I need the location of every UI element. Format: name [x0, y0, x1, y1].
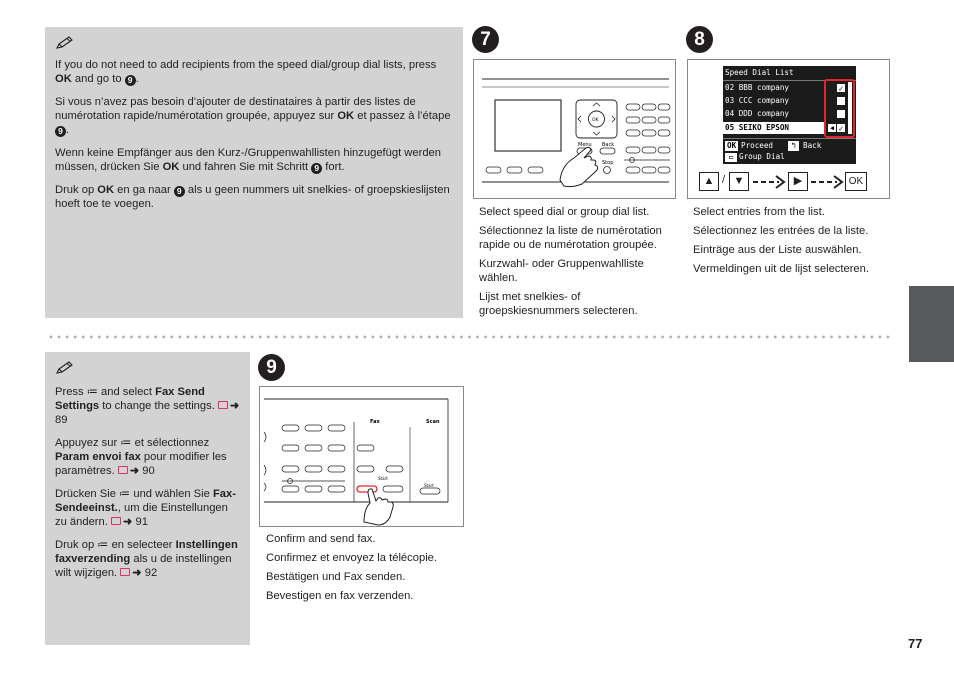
note-paragraph-fr: Appuyez sur ≔ et sélectionnez Param envoi fax pour modifier les paramètres. ➜ 90	[55, 437, 227, 477]
lcd-entry-selected[interactable]: 05 SEIKO EPSON	[723, 122, 825, 134]
manual-ref-icon	[218, 401, 228, 409]
lcd-group-label: Group Dial	[739, 152, 785, 161]
dashed-arrow-icon	[752, 174, 786, 190]
note-paragraph-de: Drücken Sie ≔ und wählen Sie Fax-Sendeeinst., um die Einstellungen zu ändern. ➜ 91	[55, 488, 236, 528]
note-box-top	[45, 27, 463, 318]
note-paragraph-en: Press ≔ and select Fax Send Settings to change the settings. ➜ 89	[55, 386, 240, 426]
control-panel-illustration-9	[259, 386, 464, 527]
step-number-7: 7	[472, 26, 499, 53]
svg-text:Stop: Stop	[602, 160, 614, 166]
lcd-proceed-label: Proceed	[741, 141, 774, 150]
note-paragraph-nl: Druk op ≔ en selecteer Instellingen faxverzending als u de instellingen wilt wijzigen. ➜ 92	[55, 539, 238, 579]
selection-highlight	[824, 79, 855, 138]
page-number: 77	[908, 636, 923, 651]
page-ref[interactable]: 90	[142, 465, 155, 477]
down-key[interactable]: ▼	[729, 172, 749, 191]
step-ref-icon: 9	[125, 75, 136, 86]
note-paragraph-nl: Druk op OK en ga naar 9 als u geen nummers uit snelkies- of groepskieslijsten hoeft toe te voegen.	[55, 184, 450, 210]
note-paragraph-en: If you do not need to add recipients from the speed dial/group dial lists, press OK and go to 9 .	[55, 59, 437, 85]
arrow-right-icon: ➜	[122, 516, 133, 528]
control-panel-illustration-7	[473, 59, 676, 199]
caption-nl: Bevestigen en fax verzenden.	[266, 590, 414, 602]
page-ref[interactable]: 91	[135, 516, 148, 528]
step8-captions	[693, 205, 903, 281]
svg-text:Start: Start	[378, 476, 388, 481]
step-number-9: 9	[258, 354, 285, 381]
lcd-entry[interactable]: 04 DDD company	[725, 109, 790, 118]
arrow-right-icon: ➜	[129, 465, 140, 477]
svg-text:Back: Back	[602, 142, 615, 148]
arrow-right-icon: ➜	[132, 567, 142, 579]
caption-en: Select entries from the list.	[693, 206, 825, 218]
lcd-title: Speed Dial List	[725, 68, 794, 77]
section-tab	[909, 286, 954, 362]
step-ref-icon: 9	[55, 126, 66, 137]
caption-de: Einträge aus der Liste auswählen.	[693, 244, 862, 256]
manual-ref-icon	[120, 568, 130, 576]
caption-fr: Confirmez et envoyez la télécopie.	[266, 552, 438, 564]
caption-en: Confirm and send fax.	[266, 533, 376, 545]
caption-fr: Sélectionnez la liste de numérotation rapide ou de numérotation groupée.	[479, 225, 662, 251]
lcd-entry[interactable]: 03 CCC company	[725, 96, 790, 105]
step-ref-icon: 9	[311, 163, 322, 174]
step-number-8: 8	[686, 26, 713, 53]
caption-de: Kurzwahl- oder Gruppenwahlliste wählen.	[479, 258, 644, 284]
step-ref-icon: 9	[174, 186, 185, 197]
pencil-icon	[55, 361, 75, 375]
step7-captions	[479, 205, 679, 323]
menu-icon: ≔	[119, 488, 131, 500]
arrow-right-icon: ➜	[229, 400, 240, 412]
svg-text:Fax: Fax	[370, 419, 380, 425]
lcd-entry[interactable]: 02 BBB company	[725, 83, 790, 92]
caption-de: Bestätigen und Fax senden.	[266, 571, 406, 583]
svg-text:Start: Start	[424, 483, 434, 488]
lcd-left-arrow-icon: ◀	[829, 124, 835, 132]
caption-fr: Sélectionnez les entrées de la liste.	[693, 225, 869, 237]
menu-icon: ≔	[120, 437, 132, 449]
page-ref[interactable]: 89	[55, 414, 68, 426]
note-box-bottom	[45, 352, 250, 645]
note-paragraph-fr: Si vous n’avez pas besoin d’ajouter de destinataires à partir des listes de numérotation rapide/numérotation groupée, appuyez sur OK et passez à l’étape 9 .	[55, 96, 451, 136]
control-panel-drawing	[474, 60, 675, 198]
lcd-ok-label: OK	[727, 141, 737, 150]
note-paragraph-de: Wenn keine Empfänger aus den Kurz-/Gruppenwahllisten hinzugefügt werden müssen, drücken Sie OK und fahren Sie mit Schritt 9 fort.	[55, 147, 441, 173]
checkbox-checked-icon[interactable]: ✓	[838, 84, 844, 93]
or-separator: /	[722, 174, 726, 186]
dashed-arrow-icon	[810, 174, 844, 190]
svg-text:Scan: Scan	[426, 419, 440, 425]
step9-captions	[266, 532, 476, 608]
right-key[interactable]: ▶	[788, 172, 808, 191]
lcd-back-label: Back	[803, 141, 822, 150]
caption-nl: Lijst met snelkies- of groepskiesnummers selecteren.	[479, 291, 638, 317]
up-key[interactable]: ▲	[699, 172, 719, 191]
ok-key[interactable]: OK	[845, 172, 867, 191]
menu-icon: ≔	[725, 153, 737, 162]
manual-ref-icon	[111, 517, 121, 525]
caption-nl: Vermeldingen uit de lijst selecteren.	[693, 263, 869, 275]
dotted-separator	[47, 335, 892, 339]
menu-icon: ≔	[97, 539, 109, 551]
svg-text:OK: OK	[592, 118, 599, 123]
checkbox-checked-icon[interactable]: ✓	[838, 124, 844, 133]
manual-ref-icon	[118, 466, 128, 474]
pencil-icon	[55, 36, 75, 50]
page-ref[interactable]: 92	[144, 567, 158, 579]
control-panel-drawing	[260, 387, 463, 526]
svg-text:Menu: Menu	[578, 142, 592, 148]
caption-en: Select speed dial or group dial list.	[479, 206, 650, 218]
menu-icon: ≔	[86, 386, 98, 398]
back-icon: ↰	[788, 141, 799, 151]
